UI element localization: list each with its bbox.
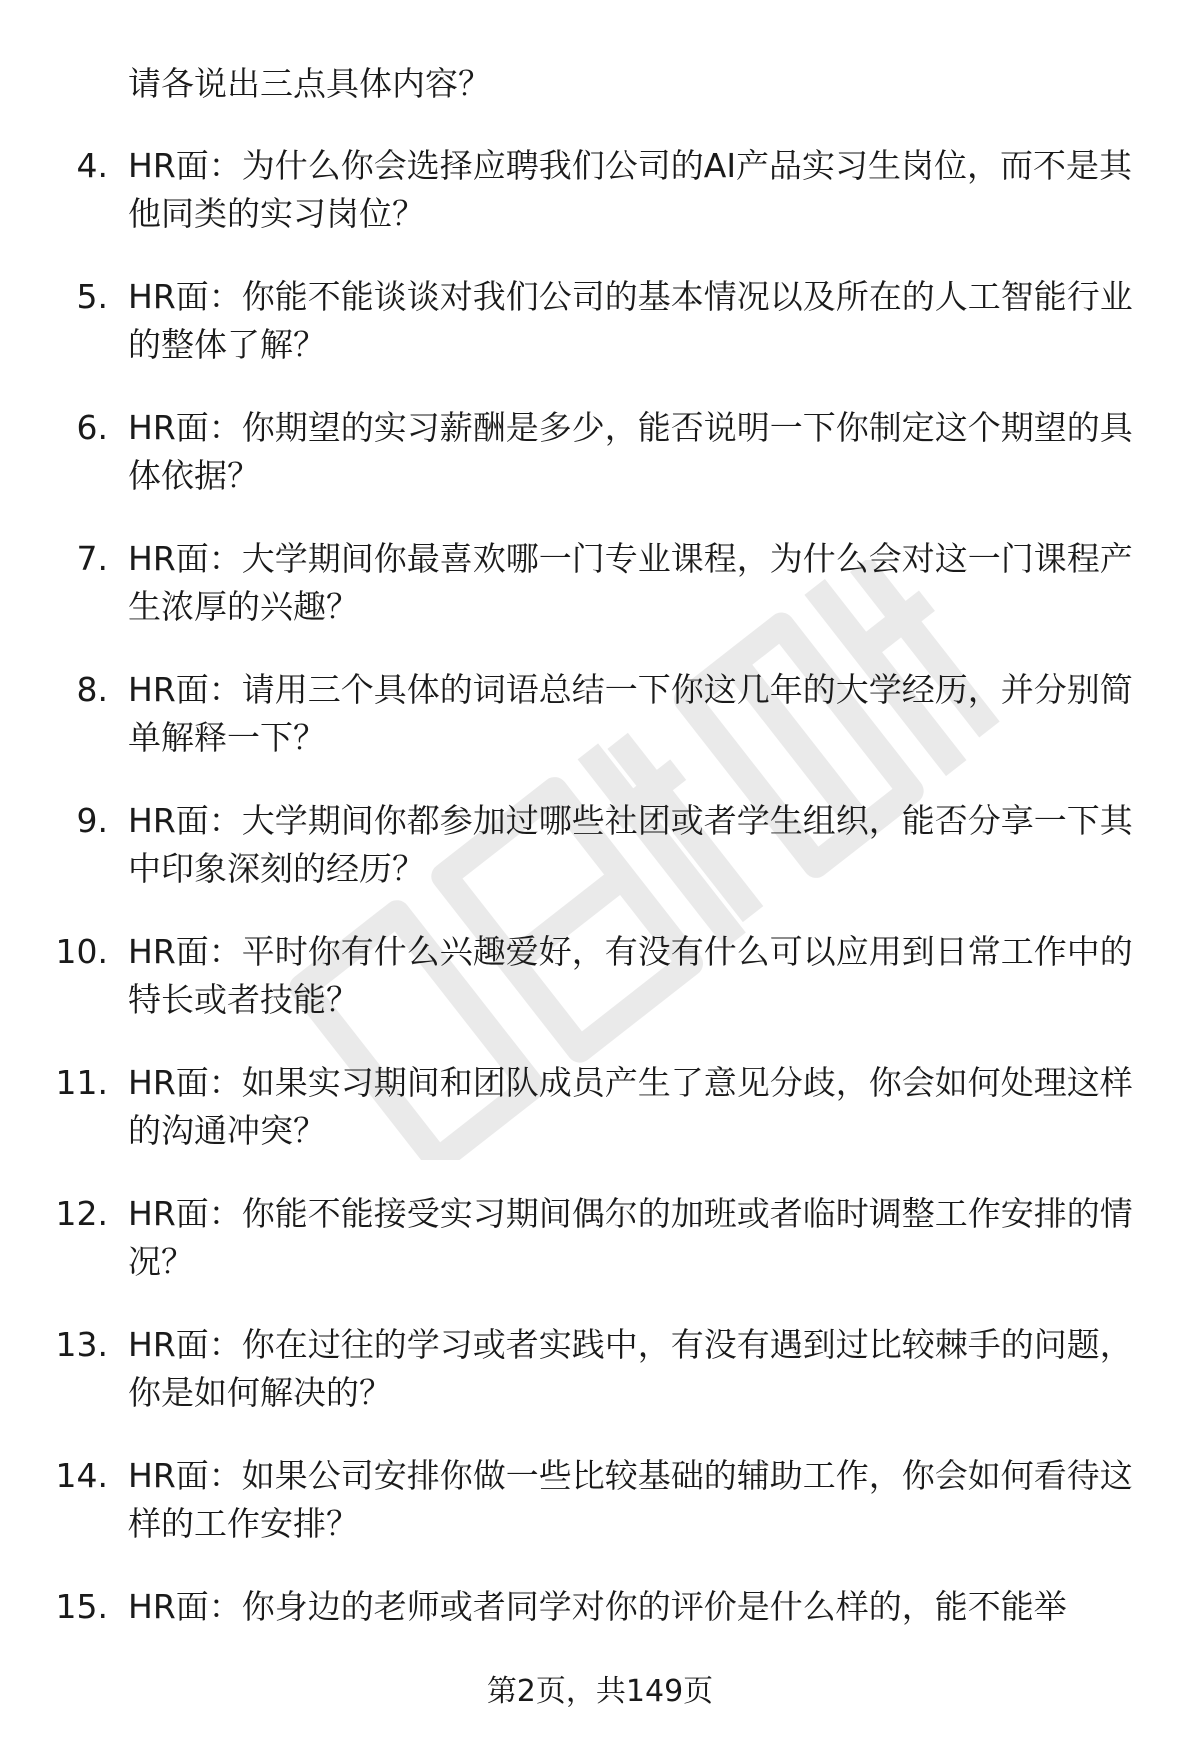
list-item	[0, 797, 1200, 928]
list-item	[0, 928, 1200, 1059]
page-footer: 第2页，共149页	[486, 1674, 714, 1709]
list-item	[0, 404, 1200, 535]
list-item	[0, 1190, 1200, 1321]
list-item	[0, 1452, 1200, 1583]
list-item	[0, 273, 1200, 404]
question-text: HR面：你身边的老师或者同学对你的评价是什么样的，能不能举	[128, 1587, 1067, 1626]
question-number: 10.	[55, 932, 108, 971]
question-number: 5.	[76, 277, 108, 316]
list-item	[0, 535, 1200, 666]
question-number: 4.	[76, 146, 108, 185]
question-text: HR面：如果实习期间和团队成员产生了意见分歧，你会如何处理这样的沟通冲突？	[128, 1063, 1133, 1150]
question-text: HR面：你在过往的学习或者实践中，有没有遇到过比较棘手的问题，你是如何解决的？	[128, 1325, 1133, 1412]
question-number: 14.	[55, 1456, 108, 1495]
list-item	[0, 1059, 1200, 1190]
question-number: 8.	[76, 670, 108, 709]
list-item	[0, 666, 1200, 797]
continuation-text: 请各说出三点具体内容？	[128, 64, 491, 103]
question-text: HR面：大学期间你都参加过哪些社团或者学生组织，能否分享一下其中印象深刻的经历？	[128, 801, 1133, 888]
question-number: 12.	[55, 1194, 108, 1233]
question-number: 11.	[55, 1063, 108, 1102]
question-text: HR面：如果公司安排你做一些比较基础的辅助工作，你会如何看待这样的工作安排？	[128, 1456, 1133, 1543]
question-text: HR面：你能不能接受实习期间偶尔的加班或者临时调整工作安排的情况？	[128, 1194, 1133, 1281]
list-item	[0, 142, 1200, 273]
question-text: HR面：大学期间你最喜欢哪一门专业课程，为什么会对这一门课程产生浓厚的兴趣？	[128, 539, 1133, 626]
question-number: 13.	[55, 1325, 108, 1364]
question-number: 9.	[76, 801, 108, 840]
question-text: HR面：平时你有什么兴趣爱好，有没有什么可以应用到日常工作中的特长或者技能？	[128, 932, 1133, 1019]
question-text: HR面：你期望的实习薪酬是多少，能否说明一下你制定这个期望的具体依据？	[128, 408, 1133, 495]
question-text: HR面：请用三个具体的词语总结一下你这几年的大学经历，并分别简单解释一下？	[128, 670, 1133, 757]
question-number: 6.	[76, 408, 108, 447]
question-list	[0, 142, 1200, 1714]
question-text: HR面：你能不能谈谈对我们公司的基本情况以及所在的人工智能行业的整体了解？	[128, 277, 1133, 364]
question-number: 15.	[55, 1587, 108, 1626]
list-item	[0, 1321, 1200, 1452]
question-text: HR面：为什么你会选择应聘我们公司的AI产品实习生岗位，而不是其他同类的实习岗位？	[128, 146, 1133, 233]
question-number: 7.	[76, 539, 108, 578]
